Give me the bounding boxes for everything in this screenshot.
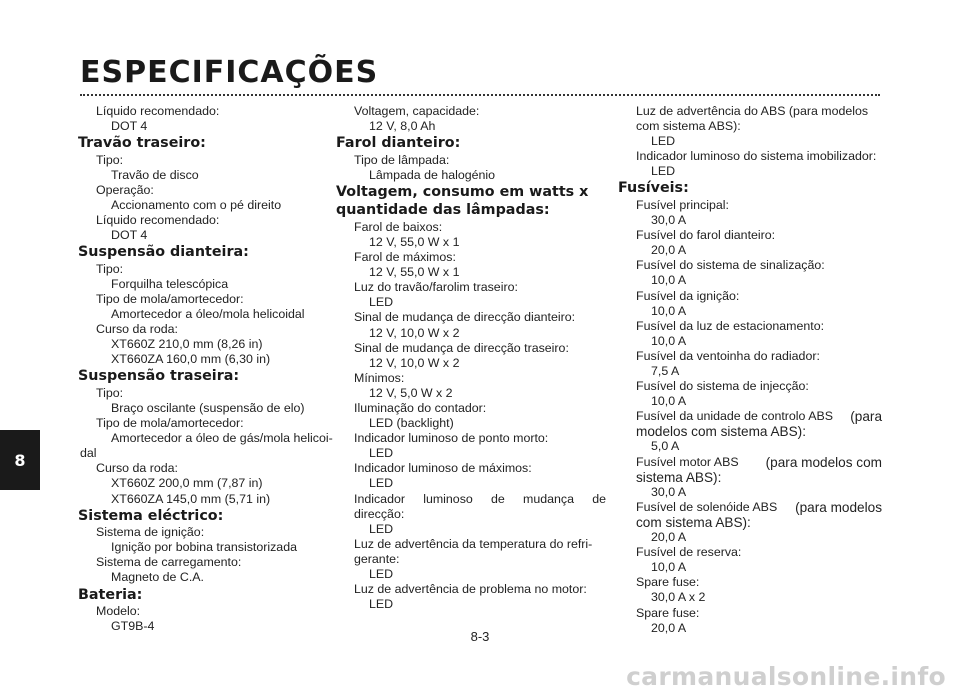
spec-value: LED xyxy=(369,521,394,536)
spec-label: Modelo: xyxy=(96,604,141,619)
section-heading-fuses: Fusíveis: xyxy=(618,180,689,197)
page-number: 8-3 xyxy=(470,629,490,644)
spec-value: 10,0 A xyxy=(651,333,687,348)
spec-value: Magneto de C.A. xyxy=(111,570,204,585)
spec-column-1 xyxy=(80,104,335,634)
spec-value: 5,0 A xyxy=(651,439,680,454)
section-heading-rear-suspension: Suspensão traseira: xyxy=(78,368,240,385)
spec-label: Curso da roda: xyxy=(96,461,178,476)
spec-value: Travão de disco xyxy=(111,167,199,182)
spec-value: 30,0 A xyxy=(651,213,687,228)
spec-value: Amortecedor a óleo de gás/mola helicoi- xyxy=(111,431,333,446)
spec-label: Indicador luminoso de ponto morto: xyxy=(354,431,549,446)
section-heading-battery: Bateria: xyxy=(78,586,143,603)
spec-label: Luz de advertência da temperatura do refri- xyxy=(354,536,593,551)
spec-label: Sinal de mudança de direcção traseiro: xyxy=(354,340,569,355)
spec-label: Fusível principal: xyxy=(636,197,729,212)
spec-label: Fusível da luz de estacionamento: xyxy=(636,318,825,333)
spec-value: LED xyxy=(369,446,394,461)
spec-label: Sistema de carregamento: xyxy=(96,555,242,570)
spec-value: 7,5 A xyxy=(651,364,680,378)
spec-label-cont: modelos com sistema ABS): xyxy=(636,424,806,440)
spec-label: Indicador luminoso do sistema imobilizador: xyxy=(636,149,877,164)
spec-label: Fusível da ventoinha do radiador: xyxy=(636,348,820,363)
spec-value: LED xyxy=(369,567,394,582)
spec-label: Indicador luminoso de mudança de xyxy=(354,491,606,506)
spec-value: DOT 4 xyxy=(111,228,148,243)
spec-label: Fusível do farol dianteiro: xyxy=(636,228,776,243)
section-heading-front-suspension: Suspensão dianteira: xyxy=(78,244,249,261)
spec-label-cont: gerante: xyxy=(354,551,400,566)
spec-value: 30,0 A xyxy=(651,484,687,499)
spec-label: Spare fuse: xyxy=(636,575,700,590)
spec-label-cont: sistema ABS): xyxy=(636,469,722,485)
spec-label-text: Fusível da unidade de controlo ABS xyxy=(636,409,834,424)
spec-label: Operação: xyxy=(96,182,154,197)
spec-value: LED xyxy=(369,597,394,612)
spec-label: Tipo: xyxy=(96,152,124,167)
spec-label: Tipo de mola/amortecedor: xyxy=(96,291,244,306)
spec-label-text: Fusível motor ABS xyxy=(636,454,739,469)
spec-value: LED xyxy=(651,164,676,179)
spec-label: Luz do travão/farolim traseiro: xyxy=(354,280,518,295)
spec-label: Luz de advertência do ABS (para modelos xyxy=(636,104,869,118)
spec-value: XT660Z 200,0 mm (7,87 in) xyxy=(111,476,263,491)
spec-value: LED (backlight) xyxy=(369,416,454,431)
spec-value: 10,0 A xyxy=(651,560,687,575)
title-rule xyxy=(80,94,880,96)
spec-value: dal xyxy=(80,446,97,461)
spec-value: Ignição por bobina transistorizada xyxy=(111,540,297,555)
spec-value: GT9B-4 xyxy=(111,619,155,634)
spec-label: Spare fuse: xyxy=(636,605,700,620)
spec-label: Sinal de mudança de direcção dianteiro: xyxy=(354,310,576,325)
spec-value: 12 V, 10,0 W x 2 xyxy=(369,355,460,370)
spec-label-text: (para modelos com xyxy=(765,454,882,470)
section-heading-bulb-wattage-cont: quantidade das lâmpadas: xyxy=(336,202,550,219)
spec-value: 20,0 A xyxy=(651,243,687,258)
spec-value: 30,0 A x 2 xyxy=(651,590,706,605)
spec-value: XT660ZA 145,0 mm (5,71 in) xyxy=(111,491,271,506)
spec-value: 20,0 A xyxy=(651,620,687,635)
spec-value: Lâmpada de halogénio xyxy=(369,167,496,182)
section-heading-bulb-wattage: Voltagem, consumo em watts x xyxy=(336,183,589,200)
spec-value: LED xyxy=(651,134,676,149)
spec-label xyxy=(620,500,882,515)
spec-value: Forquilha telescópica xyxy=(111,276,229,291)
spec-value: 10,0 A xyxy=(651,394,687,409)
spec-label: Fusível do sistema de sinalização: xyxy=(636,258,825,273)
spec-label-cont: direcção: xyxy=(354,506,405,521)
spec-value: 12 V, 10,0 W x 2 xyxy=(369,325,460,340)
spec-value: Amortecedor a óleo/mola helicoidal xyxy=(111,307,305,322)
spec-label: Tipo de mola/amortecedor: xyxy=(96,416,244,431)
spec-label: Líquido recomendado: xyxy=(96,104,220,118)
spec-label: Tipo de lâmpada: xyxy=(354,152,450,167)
spec-label: Tipo: xyxy=(96,261,124,276)
spec-label: Sistema de ignição: xyxy=(96,525,205,540)
spec-value: Braço oscilante (suspensão de elo) xyxy=(111,401,305,415)
spec-value: DOT 4 xyxy=(111,119,148,134)
section-heading-electrical: Sistema eléctrico: xyxy=(78,507,224,524)
spec-label: Mínimos: xyxy=(354,370,405,385)
spec-label: Fusível de reserva: xyxy=(636,545,742,560)
spec-value: Accionamento com o pé direito xyxy=(111,197,282,212)
watermark: carmanualsonline.info xyxy=(626,662,946,691)
spec-value: 10,0 A xyxy=(651,303,687,318)
spec-value: 12 V, 8,0 Ah xyxy=(369,119,436,134)
spec-label xyxy=(620,409,882,424)
spec-label-text: (para modelos xyxy=(795,499,882,515)
spec-value: LED xyxy=(369,476,394,491)
spec-column-3 xyxy=(620,104,882,636)
spec-label: Voltagem, capacidade: xyxy=(354,104,480,118)
spec-value: 20,0 A xyxy=(651,530,687,545)
spec-value: LED xyxy=(369,295,394,310)
spec-label xyxy=(620,455,882,470)
spec-value: 12 V, 55,0 W x 1 xyxy=(369,265,460,280)
spec-label: Fusível da ignição: xyxy=(636,288,740,303)
spec-label: Luz de advertência de problema no motor: xyxy=(354,582,587,597)
spec-label: Fusível do sistema de injecção: xyxy=(636,379,809,394)
spec-value: 10,0 A xyxy=(651,273,687,288)
spec-label: Líquido recomendado: xyxy=(96,213,220,228)
section-heading-rear-brake: Travão traseiro: xyxy=(78,135,206,152)
spec-value: 12 V, 5,0 W x 2 xyxy=(369,385,453,400)
chapter-tab: 8 xyxy=(0,430,40,490)
spec-label: Farol de máximos: xyxy=(354,250,456,265)
spec-column-2 xyxy=(338,104,606,612)
spec-label-text: (para xyxy=(850,409,882,425)
spec-value: XT660Z 210,0 mm (8,26 in) xyxy=(111,337,263,352)
spec-label: Tipo: xyxy=(96,385,124,400)
spec-label: Indicador luminoso de máximos: xyxy=(354,461,532,476)
spec-label-text: Fusível de solenóide ABS xyxy=(636,499,778,514)
page-title: ESPECIFICAÇÕES xyxy=(80,55,379,90)
spec-label-cont: com sistema ABS): xyxy=(636,514,751,530)
spec-value: XT660ZA 160,0 mm (6,30 in) xyxy=(111,352,271,367)
spec-label-cont: com sistema ABS): xyxy=(636,119,741,134)
spec-label: Iluminação do contador: xyxy=(354,401,487,415)
section-heading-headlight: Farol dianteiro: xyxy=(336,135,461,152)
spec-label: Farol de baixos: xyxy=(354,219,443,234)
spec-value: 12 V, 55,0 W x 1 xyxy=(369,234,460,249)
spec-label: Curso da roda: xyxy=(96,322,178,337)
